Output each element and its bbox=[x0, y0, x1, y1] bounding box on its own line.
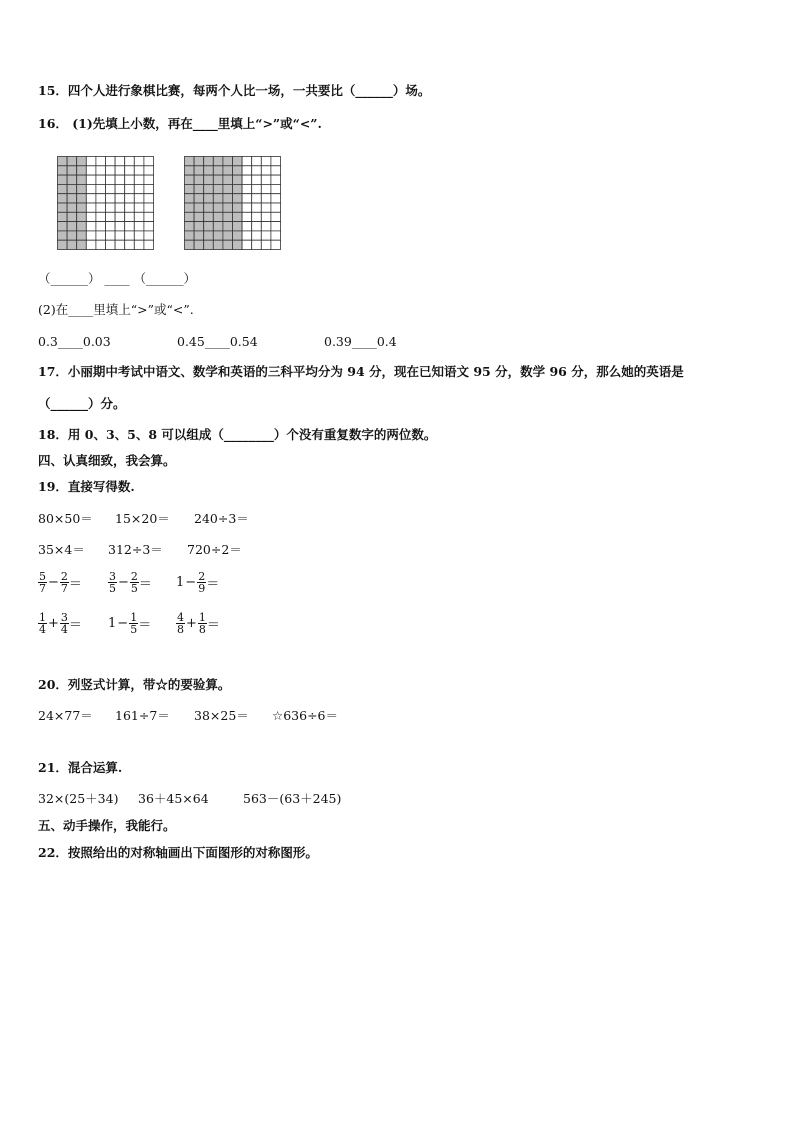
grid-cell bbox=[58, 184, 68, 193]
grid-cell bbox=[261, 222, 271, 231]
grid-cell bbox=[67, 231, 77, 240]
grid-cell bbox=[115, 240, 125, 249]
grid-cell bbox=[223, 212, 233, 221]
grid-cell bbox=[67, 203, 77, 212]
fraction: $\frac{5}{7}$ bbox=[39, 570, 46, 595]
grid-cell bbox=[134, 240, 144, 249]
grid-cell bbox=[67, 175, 77, 184]
grid-cell bbox=[242, 231, 252, 240]
question-22: 22．按照给出的对称轴画出下面图形的对称图形。 bbox=[38, 845, 318, 860]
grid-cell bbox=[185, 166, 195, 175]
grid-cell bbox=[96, 157, 106, 166]
grid-cell bbox=[204, 166, 214, 175]
grid-left-hundredths bbox=[57, 156, 154, 250]
grid-cell bbox=[252, 212, 262, 221]
grid-cell bbox=[144, 212, 154, 221]
grid-cell bbox=[213, 240, 223, 249]
grid-cell bbox=[125, 203, 135, 212]
grid-cell bbox=[194, 212, 204, 221]
calc-item: 35×4＝ bbox=[38, 542, 85, 557]
fraction-expression: $\frac{5}{7}$ − $\frac{2}{7}$ ＝ bbox=[39, 570, 82, 595]
grid-cell bbox=[77, 222, 87, 231]
grid-cell bbox=[261, 184, 271, 193]
grid-cell bbox=[242, 212, 252, 221]
grid-cell bbox=[271, 166, 281, 175]
question-17-line1: 17．小丽期中考试中语文、数学和英语的三科平均分为 94 分，现在已知语文 95 分，数学 96 分，那么她的英语是 bbox=[38, 364, 684, 379]
grid-cell bbox=[115, 184, 125, 193]
grid-cell bbox=[271, 231, 281, 240]
grid-cell bbox=[213, 203, 223, 212]
grid-cell bbox=[252, 231, 262, 240]
vertical-calc-item: 24×77＝ bbox=[38, 708, 93, 723]
mixed-calc-item: 36＋45×64 bbox=[138, 791, 209, 806]
grid-cell bbox=[185, 231, 195, 240]
grid-cell bbox=[58, 166, 68, 175]
grid-cell bbox=[115, 194, 125, 203]
grid-cell bbox=[271, 240, 281, 249]
grid-cell bbox=[261, 203, 271, 212]
grid-cell bbox=[233, 157, 243, 166]
question-17-line2: （______）分。 bbox=[38, 396, 126, 411]
grid-cell bbox=[185, 212, 195, 221]
grid-cell bbox=[223, 157, 233, 166]
grid-cell bbox=[204, 203, 214, 212]
grid-cell bbox=[204, 222, 214, 231]
grid-cell bbox=[271, 194, 281, 203]
compare-item-3: 0.39____0.4 bbox=[324, 334, 397, 349]
grid-cell bbox=[194, 166, 204, 175]
grid-cell bbox=[261, 166, 271, 175]
grid-cell bbox=[252, 157, 262, 166]
grid-cell bbox=[77, 194, 87, 203]
fraction: $\frac{2}{7}$ bbox=[60, 570, 68, 595]
fraction-expression: $\frac{1}{4}$ + $\frac{3}{4}$ ＝ bbox=[39, 611, 82, 636]
grid-cell bbox=[115, 222, 125, 231]
grid-cell bbox=[58, 231, 68, 240]
fraction-expression: $\frac{4}{8}$ + $\frac{1}{8}$ ＝ bbox=[177, 611, 220, 636]
grid-cell bbox=[115, 212, 125, 221]
grid-cell bbox=[261, 212, 271, 221]
grid-cell bbox=[144, 231, 154, 240]
grid-cell bbox=[233, 166, 243, 175]
grid-cell bbox=[144, 157, 154, 166]
vertical-calc-item: 38×25＝ bbox=[194, 708, 249, 723]
question-15: 15．四个人进行象棋比赛，每两个人比一场，一共要比（______）场。 bbox=[38, 83, 431, 98]
grid-cell bbox=[213, 184, 223, 193]
grid-cell bbox=[106, 184, 116, 193]
grid-cell bbox=[134, 184, 144, 193]
grid-cell bbox=[144, 175, 154, 184]
grid-cell bbox=[271, 203, 281, 212]
grid-cell bbox=[134, 157, 144, 166]
grid-cell bbox=[242, 222, 252, 231]
grid-cell bbox=[185, 175, 195, 184]
grid-cell bbox=[194, 184, 204, 193]
fraction: $\frac{4}{8}$ bbox=[177, 611, 184, 636]
grid-cell bbox=[233, 231, 243, 240]
grid-cell bbox=[185, 240, 195, 249]
grid-cell bbox=[115, 231, 125, 240]
grid-cell bbox=[252, 203, 262, 212]
question-16-part2-title: (2)在____里填上“>”或“<”. bbox=[38, 302, 194, 317]
grid-cell bbox=[86, 166, 96, 175]
grid-cell bbox=[223, 194, 233, 203]
grid-cell bbox=[261, 240, 271, 249]
fraction: $\frac{3}{4}$ bbox=[60, 611, 68, 636]
grid-cell bbox=[96, 166, 106, 175]
grid-cell bbox=[204, 157, 214, 166]
fraction: $\frac{1}{8}$ bbox=[198, 611, 206, 636]
grid-cell bbox=[213, 222, 223, 231]
grid-cell bbox=[194, 222, 204, 231]
grid-cell bbox=[185, 203, 195, 212]
grid-cell bbox=[106, 194, 116, 203]
question-16-answer-line: （______） ____ （______） bbox=[38, 271, 196, 286]
grid-cell bbox=[252, 222, 262, 231]
grid-cell bbox=[242, 166, 252, 175]
fraction: $\frac{2}{9}$ bbox=[198, 570, 206, 595]
grid-cell bbox=[185, 157, 195, 166]
grid-cell bbox=[204, 240, 214, 249]
grid-cell bbox=[223, 222, 233, 231]
grid-cell bbox=[261, 157, 271, 166]
grid-cell bbox=[134, 222, 144, 231]
grid-cell bbox=[96, 203, 106, 212]
grid-cell bbox=[86, 175, 96, 184]
grid-cell bbox=[67, 166, 77, 175]
grid-cell bbox=[223, 175, 233, 184]
grid-cell bbox=[261, 231, 271, 240]
grid-cell bbox=[233, 194, 243, 203]
grid-cell bbox=[96, 240, 106, 249]
grid-cell bbox=[204, 184, 214, 193]
section-5-heading: 五、动手操作，我能行。 bbox=[38, 818, 176, 833]
grid-cell bbox=[106, 231, 116, 240]
grid-cell bbox=[106, 222, 116, 231]
grid-cell bbox=[194, 157, 204, 166]
grid-cell bbox=[252, 175, 262, 184]
vertical-calc-item: ☆636÷6＝ bbox=[272, 708, 338, 723]
mixed-calc-item: 563－(63＋245) bbox=[243, 791, 342, 806]
grid-cell bbox=[96, 184, 106, 193]
grid-cell bbox=[77, 184, 87, 193]
grid-cell bbox=[194, 231, 204, 240]
grid-cell bbox=[125, 166, 135, 175]
grid-cell bbox=[125, 194, 135, 203]
grid-cell bbox=[271, 184, 281, 193]
grid-cell bbox=[106, 240, 116, 249]
grid-cell bbox=[144, 203, 154, 212]
grid-cell bbox=[77, 212, 87, 221]
grid-cell bbox=[204, 231, 214, 240]
grid-cell bbox=[86, 240, 96, 249]
grid-cell bbox=[233, 212, 243, 221]
grid-cell bbox=[58, 222, 68, 231]
grid-cell bbox=[233, 203, 243, 212]
grid-cell bbox=[223, 240, 233, 249]
grid-cell bbox=[185, 222, 195, 231]
grid-cell bbox=[233, 222, 243, 231]
grid-cell bbox=[106, 212, 116, 221]
grid-cell bbox=[96, 222, 106, 231]
compare-item-1: 0.3____0.03 bbox=[38, 334, 111, 349]
grid-cell bbox=[86, 212, 96, 221]
grid-cell bbox=[223, 166, 233, 175]
fraction-expression: $\frac{3}{5}$ − $\frac{2}{5}$ ＝ bbox=[109, 570, 152, 595]
question-16-title: 16． (1)先填上小数，再在____里填上“>”或“<”. bbox=[38, 116, 322, 131]
grid-cell bbox=[204, 175, 214, 184]
grid-cell bbox=[125, 175, 135, 184]
grid-cell bbox=[86, 157, 96, 166]
grid-cell bbox=[77, 203, 87, 212]
grid-cell bbox=[252, 184, 262, 193]
grid-cell bbox=[125, 240, 135, 249]
grid-cell bbox=[67, 212, 77, 221]
grid-cell bbox=[223, 184, 233, 193]
grid-cell bbox=[115, 157, 125, 166]
grid-cell bbox=[242, 184, 252, 193]
grid-cell bbox=[194, 194, 204, 203]
grid-cell bbox=[77, 240, 87, 249]
fraction-expression: 1 − $\frac{2}{9}$ ＝ bbox=[176, 570, 220, 595]
grid-cell bbox=[242, 240, 252, 249]
grid-cell bbox=[86, 194, 96, 203]
calc-item: 720÷2＝ bbox=[187, 542, 242, 557]
grid-cell bbox=[58, 175, 68, 184]
grid-cell bbox=[144, 240, 154, 249]
grid-cell bbox=[67, 157, 77, 166]
fraction-expression: 1 − $\frac{1}{5}$ ＝ bbox=[108, 611, 152, 636]
grid-cell bbox=[242, 175, 252, 184]
mixed-calc-item: 32×(25＋34) bbox=[38, 791, 119, 806]
grid-cell bbox=[213, 175, 223, 184]
grid-cell bbox=[204, 212, 214, 221]
grid-cell bbox=[144, 184, 154, 193]
grid-cell bbox=[115, 203, 125, 212]
grid-cell bbox=[233, 175, 243, 184]
grid-cell bbox=[77, 166, 87, 175]
grid-cell bbox=[242, 157, 252, 166]
grid-cell bbox=[86, 231, 96, 240]
grid-cell bbox=[96, 212, 106, 221]
section-4-heading: 四、认真细致，我会算。 bbox=[38, 453, 176, 468]
grid-cell bbox=[67, 184, 77, 193]
grid-cell bbox=[242, 203, 252, 212]
grid-cell bbox=[144, 194, 154, 203]
grid-cell bbox=[271, 157, 281, 166]
grid-cell bbox=[213, 231, 223, 240]
compare-item-2: 0.45____0.54 bbox=[177, 334, 258, 349]
grid-cell bbox=[134, 203, 144, 212]
grid-cell bbox=[67, 240, 77, 249]
grid-cell bbox=[96, 175, 106, 184]
grid-cell bbox=[144, 222, 154, 231]
grid-cell bbox=[134, 194, 144, 203]
grid-cell bbox=[223, 203, 233, 212]
grid-cell bbox=[261, 175, 271, 184]
grid-cell bbox=[134, 175, 144, 184]
grid-cell bbox=[185, 194, 195, 203]
question-19-title: 19．直接写得数. bbox=[38, 479, 135, 494]
grid-cell bbox=[58, 203, 68, 212]
grid-cell bbox=[194, 175, 204, 184]
grid-cell bbox=[213, 157, 223, 166]
grid-cell bbox=[58, 194, 68, 203]
fraction: $\frac{3}{5}$ bbox=[109, 570, 116, 595]
calc-item: 15×20＝ bbox=[115, 511, 170, 526]
grid-cell bbox=[134, 231, 144, 240]
grid-cell bbox=[261, 194, 271, 203]
grid-cell bbox=[233, 240, 243, 249]
grid-cell bbox=[115, 166, 125, 175]
question-21-title: 21．混合运算. bbox=[38, 760, 123, 775]
grid-cell bbox=[86, 203, 96, 212]
fraction: $\frac{1}{4}$ bbox=[39, 611, 46, 636]
question-20-title: 20．列竖式计算，带☆的要验算。 bbox=[38, 677, 231, 692]
calc-item: 240÷3＝ bbox=[194, 511, 249, 526]
grid-cell bbox=[213, 194, 223, 203]
grid-cell bbox=[58, 157, 68, 166]
grid-cell bbox=[86, 222, 96, 231]
grid-cell bbox=[271, 222, 281, 231]
fraction: $\frac{2}{5}$ bbox=[130, 570, 138, 595]
grid-cell bbox=[252, 166, 262, 175]
grid-cell bbox=[67, 222, 77, 231]
grid-cell bbox=[77, 157, 87, 166]
grid-right-hundredths bbox=[184, 156, 281, 250]
grid-cell bbox=[125, 157, 135, 166]
grid-cell bbox=[213, 212, 223, 221]
grid-cell bbox=[125, 184, 135, 193]
grid-cell bbox=[144, 166, 154, 175]
grid-cell bbox=[58, 212, 68, 221]
grid-cell bbox=[115, 175, 125, 184]
calc-item: 80×50＝ bbox=[38, 511, 93, 526]
grid-cell bbox=[106, 157, 116, 166]
grid-cell bbox=[96, 194, 106, 203]
grid-cell bbox=[185, 184, 195, 193]
grid-cell bbox=[77, 231, 87, 240]
grid-cell bbox=[67, 194, 77, 203]
fraction: $\frac{1}{5}$ bbox=[130, 611, 138, 636]
grid-cell bbox=[213, 166, 223, 175]
grid-cell bbox=[223, 231, 233, 240]
grid-cell bbox=[106, 203, 116, 212]
grid-cell bbox=[125, 212, 135, 221]
grid-cell bbox=[134, 212, 144, 221]
grid-cell bbox=[194, 203, 204, 212]
grid-cell bbox=[125, 231, 135, 240]
vertical-calc-item: 161÷7＝ bbox=[115, 708, 170, 723]
grid-cell bbox=[96, 231, 106, 240]
grid-cell bbox=[233, 184, 243, 193]
grid-cell bbox=[125, 222, 135, 231]
calc-item: 312÷3＝ bbox=[108, 542, 163, 557]
grid-cell bbox=[86, 184, 96, 193]
grid-cell bbox=[58, 240, 68, 249]
grid-cell bbox=[271, 175, 281, 184]
grid-cell bbox=[106, 166, 116, 175]
grid-cell bbox=[252, 194, 262, 203]
grid-cell bbox=[271, 212, 281, 221]
grid-cell bbox=[106, 175, 116, 184]
grid-cell bbox=[77, 175, 87, 184]
grid-cell bbox=[242, 194, 252, 203]
grid-cell bbox=[194, 240, 204, 249]
grid-cell bbox=[204, 194, 214, 203]
question-18: 18．用 0、3、5、8 可以组成（________）个没有重复数字的两位数。 bbox=[38, 427, 437, 442]
grid-cell bbox=[252, 240, 262, 249]
grid-cell bbox=[134, 166, 144, 175]
